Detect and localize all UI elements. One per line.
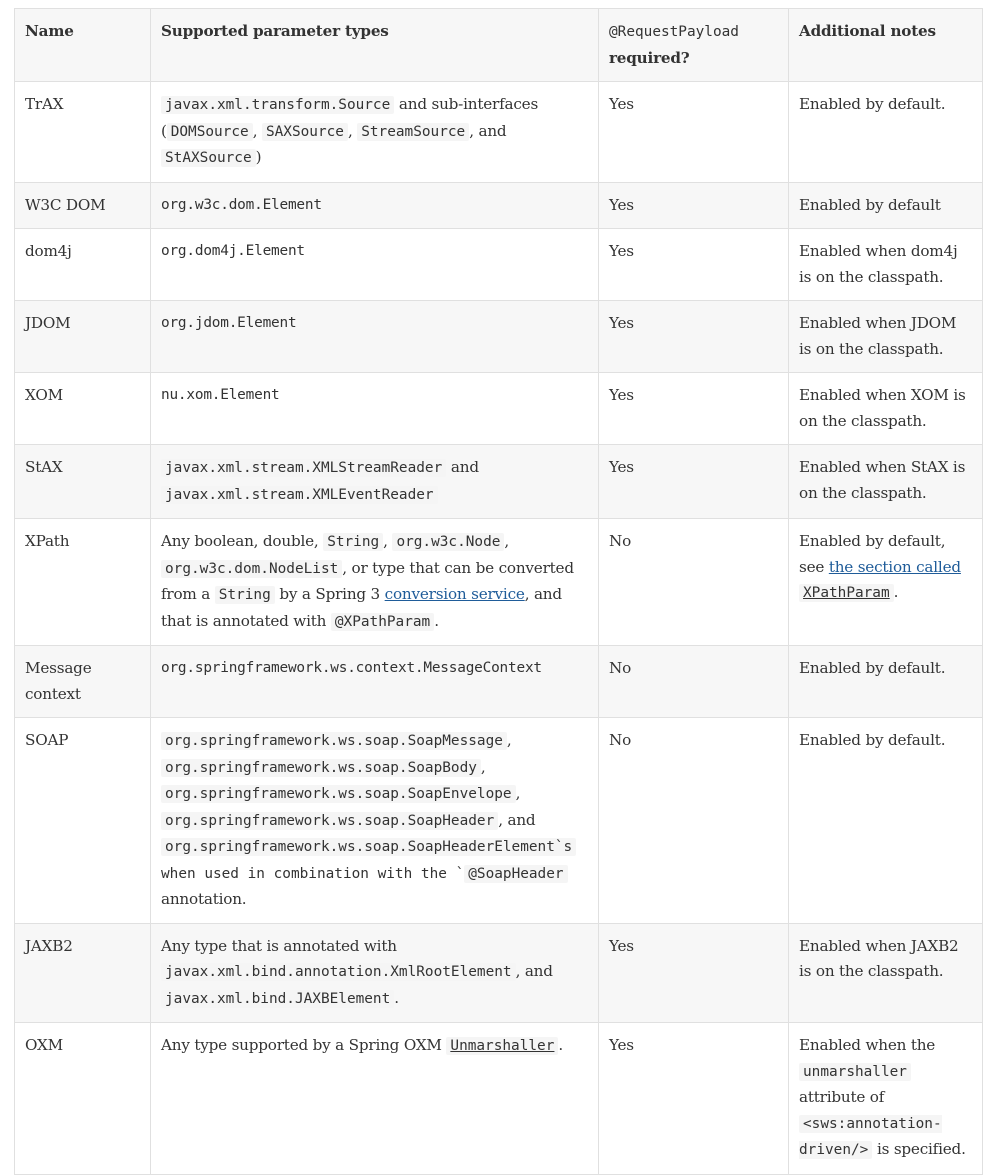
conversion-service-link[interactable]: conversion service: [384, 585, 525, 603]
cell-notes: Enabled by default.: [789, 718, 983, 924]
cell-name: SOAP: [15, 718, 151, 924]
cell-notes: Enabled by default.: [789, 82, 983, 183]
cell-name: XPath: [15, 519, 151, 646]
text-span: .: [394, 988, 399, 1007]
cell-types: [151, 1023, 599, 1175]
link-text: the section called: [828, 557, 961, 576]
table-row: [15, 646, 983, 718]
header-row: [15, 9, 983, 82]
table-header: [15, 9, 983, 82]
cell-name: dom4j: [15, 229, 151, 301]
cell-required: Yes: [599, 373, 789, 445]
text-span: , or type that can be converted from a: [161, 558, 574, 603]
code-span: unmarshaller: [799, 1063, 911, 1081]
code-span: SAXSource: [262, 123, 348, 141]
text-span: Any boolean, double,: [161, 532, 324, 550]
text-span: ,: [252, 121, 262, 140]
text-span: , and: [515, 962, 553, 980]
table-row: [15, 445, 983, 519]
mono-text-span: when used in combination with the `: [161, 865, 465, 882]
table-row: [15, 923, 983, 1023]
cell-required: Yes: [599, 445, 789, 519]
code-span: org.springframework.ws.soap.SoapEnvelope: [161, 785, 516, 803]
table-row: [15, 82, 983, 183]
code-span: org.springframework.ws.soap.SoapMessage: [161, 732, 507, 750]
cell-types: [151, 82, 599, 183]
cell-notes: Enabled by default: [789, 182, 983, 229]
code-span: org.w3c.Node: [392, 533, 504, 551]
table-row: [15, 519, 983, 646]
cell-types: [151, 519, 599, 646]
header-name: Name: [15, 9, 151, 82]
text-span: and: [446, 458, 479, 476]
header-request-payload-label: @RequestPayload: [609, 24, 739, 40]
table-row: [15, 301, 983, 373]
header-additional-notes: Additional notes: [789, 9, 983, 82]
cell-name: JDOM: [15, 301, 151, 373]
text-span: annotation.: [161, 890, 247, 908]
cell-notes: Enabled when StAX is on the classpath.: [789, 445, 983, 519]
text-span: .: [434, 611, 439, 630]
code-span: StreamSource: [357, 123, 469, 141]
cell-types: [151, 445, 599, 519]
text-span: ,: [480, 757, 486, 776]
cell-name: StAX: [15, 445, 151, 519]
text-span: , and: [469, 121, 507, 140]
text-span: Enabled when the: [799, 1036, 936, 1054]
text-span: Enabled by default, see: [799, 532, 946, 576]
text-span: ,: [504, 532, 510, 550]
code-span: <sws:annotation-driven/>: [799, 1115, 942, 1158]
code-span: Unmarshaller: [446, 1037, 558, 1055]
cell-required: Yes: [599, 923, 789, 1023]
code-span: javax.xml.bind.JAXBElement: [161, 990, 394, 1008]
code-span: javax.xml.transform.Source: [161, 96, 394, 114]
text-span: and sub-interfaces (: [161, 95, 539, 140]
text-span: ,: [347, 121, 358, 140]
text-span: , and: [498, 810, 536, 829]
cell-name: Message context: [15, 646, 151, 718]
cell-required: Yes: [599, 182, 789, 229]
cell-name: XOM: [15, 373, 151, 445]
code-span: @SoapHeader: [464, 865, 567, 883]
cell-required: Yes: [599, 1023, 789, 1175]
text-span: .: [558, 1036, 564, 1054]
code-span: javax.xml.bind.annotation.XmlRootElement: [161, 963, 516, 981]
code-span: org.w3c.dom.NodeList: [161, 560, 342, 578]
cell-name: JAXB2: [15, 923, 151, 1023]
text-span: .: [893, 583, 899, 601]
text-span: ): [255, 148, 262, 166]
cell-notes: [789, 519, 983, 646]
cell-name: OXM: [15, 1023, 151, 1175]
parameter-types-table: [14, 8, 983, 1175]
text-span: Any type that is annotated with: [161, 936, 397, 955]
code-span: org.springframework.ws.soap.SoapBody: [161, 759, 481, 777]
cell-required: No: [599, 519, 789, 646]
cell-required: Yes: [599, 229, 789, 301]
text-span: is specified.: [872, 1140, 966, 1158]
table-row: [15, 1023, 983, 1175]
code-span: org.springframework.ws.soap.SoapHeaderElement`s: [161, 838, 576, 856]
cell-name: W3C DOM: [15, 182, 151, 229]
text-span: by a Spring 3: [274, 585, 385, 603]
code-span: String: [215, 586, 275, 604]
cell-notes: Enabled when JDOM is on the classpath.: [789, 301, 983, 373]
code-span: XPathParam: [799, 584, 894, 602]
cell-types: [151, 718, 599, 924]
code-span: StAXSource: [161, 149, 256, 167]
cell-required: Yes: [599, 301, 789, 373]
table-row: [15, 229, 983, 301]
table-row: [15, 182, 983, 229]
cell-types: org.w3c.dom.Element: [151, 182, 599, 229]
table-body: [15, 82, 983, 1175]
code-span: javax.xml.stream.XMLStreamReader: [161, 459, 446, 477]
text-span: ,: [506, 731, 512, 749]
cell-types: org.jdom.Element: [151, 301, 599, 373]
header-supported-types: Supported parameter types: [151, 9, 599, 82]
cell-types: org.springframework.ws.context.MessageContext: [151, 646, 599, 718]
table-row: [15, 718, 983, 924]
text-span: attribute of: [799, 1088, 885, 1106]
text-span: ,: [383, 532, 393, 550]
table-row: [15, 373, 983, 445]
cell-name: TrAX: [15, 82, 151, 183]
code-span: org.springframework.ws.soap.SoapHeader: [161, 812, 498, 830]
text-span: , and that is annotated with: [161, 585, 562, 630]
cell-notes: Enabled when dom4j is on the classpath.: [789, 229, 983, 301]
text-span: ,: [515, 784, 521, 802]
cell-types: nu.xom.Element: [151, 373, 599, 445]
code-span: javax.xml.stream.XMLEventReader: [161, 486, 438, 504]
cell-notes: Enabled by default.: [789, 646, 983, 718]
cell-types: org.dom4j.Element: [151, 229, 599, 301]
unmarshaller-link[interactable]: [446, 1036, 558, 1054]
cell-required: No: [599, 646, 789, 718]
cell-types: [151, 923, 599, 1023]
code-span: String: [323, 533, 383, 551]
code-span: DOMSource: [167, 123, 253, 141]
cell-required: No: [599, 718, 789, 924]
cell-notes: [789, 1023, 983, 1175]
header-request-payload-required: [599, 9, 789, 82]
text-span: Any type supported by a Spring OXM: [161, 1036, 447, 1054]
cell-required: Yes: [599, 82, 789, 183]
header-required-label: required?: [609, 48, 690, 67]
code-span: @XPathParam: [331, 613, 434, 631]
cell-notes: Enabled when JAXB2 is on the classpath.: [789, 923, 983, 1023]
cell-notes: Enabled when XOM is on the classpath.: [789, 373, 983, 445]
